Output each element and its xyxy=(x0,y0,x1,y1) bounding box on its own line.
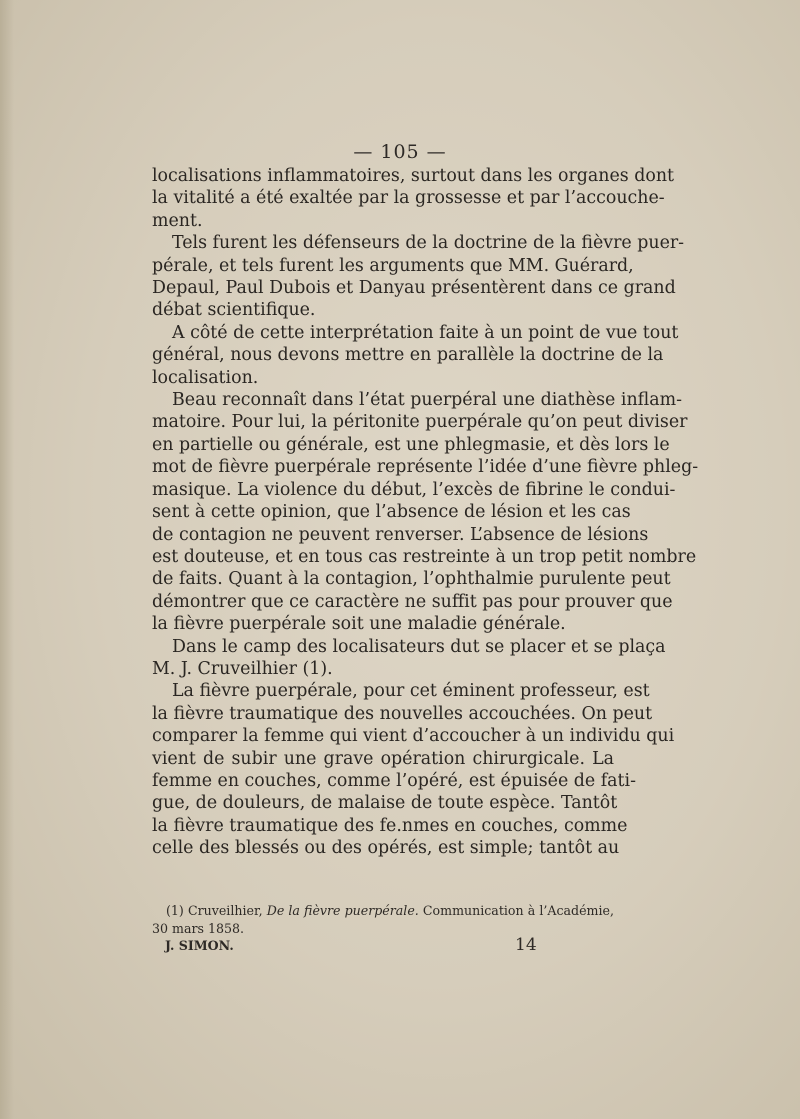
text-line: La fièvre puerpérale, pour cet éminent professeur, est xyxy=(172,681,650,702)
text-line: est douteuse, et en tous cas restreinte à un trop petit nombre xyxy=(152,546,697,567)
text-line: femme en couches, comme l’opéré, est épuisée de fati- xyxy=(152,770,636,791)
page-number-header: — 105 — xyxy=(353,141,447,163)
text-line: mot de fièvre puerpérale représente l’idée d’une fièvre phleg- xyxy=(152,457,699,478)
footnote xyxy=(152,902,614,938)
text-line: général, nous devons mettre en parallèle la doctrine de la xyxy=(152,345,664,366)
text-line: Dans le camp des localisateurs dut se placer et se plaça xyxy=(172,636,666,657)
text-line: de faits. Quant à la contagion, l’ophthalmie purulente peut xyxy=(152,569,671,590)
text-line: la fièvre puerpérale soit une maladie générale. xyxy=(152,614,566,635)
sheet-mark: 14 xyxy=(515,935,537,955)
footnote-author: Cruveilhier, xyxy=(187,903,263,918)
text-line: celle des blessés ou des opérés, est simple; tantôt au xyxy=(152,838,620,859)
text-line: comparer la femme qui vient d’accoucher à un individu qui xyxy=(152,726,675,747)
page-edge-shadow xyxy=(0,0,14,1119)
text-line: matoire. Pour lui, la péritonite puerpérale qu’on peut diviser xyxy=(152,412,688,433)
text-line: masique. La violence du début, l’excès de fibrine le condui- xyxy=(152,479,676,500)
text-line: débat scientifique. xyxy=(152,300,316,321)
text-line: en partielle ou générale, est une phlegmasie, et dès lors le xyxy=(152,434,670,455)
text-line: de contagion ne peuvent renverser. L’absence de lésions xyxy=(152,524,649,545)
signature-name: J. SIMON. xyxy=(165,938,234,953)
text-line: Beau reconnaît dans l’état puerpéral une diathèse inflam- xyxy=(172,390,682,411)
text-line: ment. xyxy=(152,210,203,231)
text-line: pérale, et tels furent les arguments que MM. Guérard, xyxy=(152,255,634,276)
text-line: gue, de douleurs, de malaise de toute espèce. Tantôt xyxy=(152,793,618,814)
footnote-title: De la fièvre puerpérale. xyxy=(266,903,419,918)
text-line: vient de subir une grave opération chirurgicale. La xyxy=(152,748,614,769)
text-line: Tels furent les défenseurs de la doctrine de la fièvre puer- xyxy=(172,233,685,254)
text-line: démontrer que ce caractère ne suffit pas pour prouver que xyxy=(152,591,673,612)
footnote-date: 30 mars 1858. xyxy=(152,921,245,936)
text-line: la fièvre traumatique des fe.nmes en couches, comme xyxy=(152,815,628,836)
text-line: Depaul, Paul Dubois et Danyau présentèrent dans ce grand xyxy=(152,278,676,299)
text-line: la vitalité a été exaltée par la grossesse et par l’accouche- xyxy=(152,188,665,209)
footnote-line xyxy=(152,902,614,920)
printer-signature xyxy=(165,935,565,955)
text-line: M. J. Cruveilhier (1). xyxy=(152,658,333,679)
text-line: localisation. xyxy=(152,367,259,388)
footnote-marker: (1) xyxy=(166,903,184,918)
text-line: sent à cette opinion, que l’absence de lésion et les cas xyxy=(152,502,631,523)
text-line: la fièvre traumatique des nouvelles accouchées. On peut xyxy=(152,703,653,724)
footnote-text: Communication à l’Académie, xyxy=(422,903,614,918)
body-text xyxy=(152,165,699,860)
text-line: A côté de cette interprétation faite à un point de vue tout xyxy=(172,322,679,343)
text-line: localisations inflammatoires, surtout dans les organes dont xyxy=(152,166,675,186)
